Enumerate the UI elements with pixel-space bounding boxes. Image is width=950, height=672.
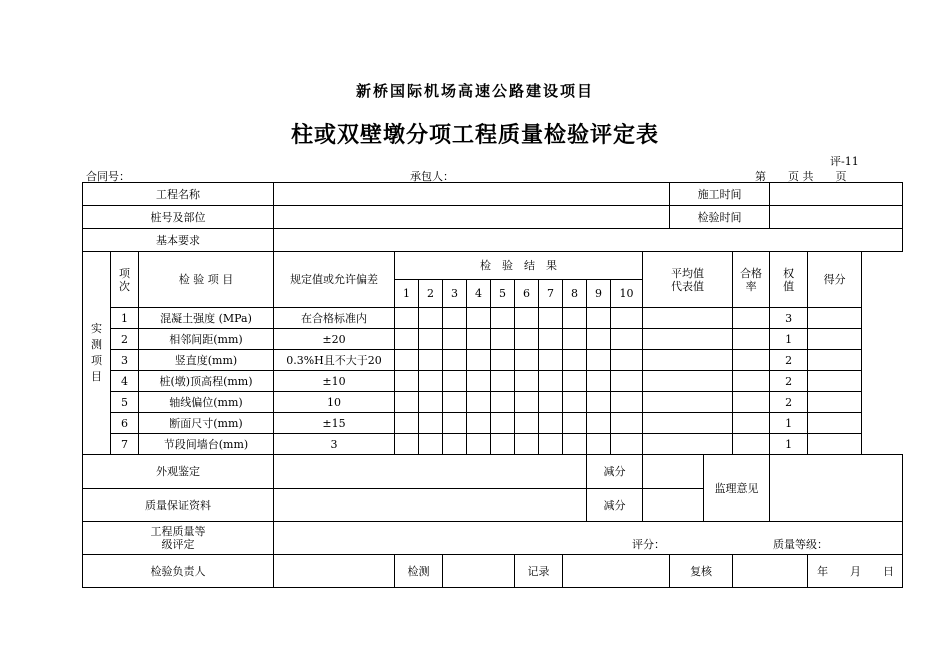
table-row xyxy=(83,308,903,329)
value-inspection-time[interactable] xyxy=(770,206,903,229)
row-weight: 2 xyxy=(770,371,808,392)
label-quality-grade-eval: 工程质量等级评定 xyxy=(83,522,274,555)
header-inspection-item: 检 验 项 目 xyxy=(139,252,274,308)
form-title: 柱或双壁墩分项工程质量检验评定表 xyxy=(290,123,659,148)
value-deduct-2[interactable] xyxy=(643,489,704,522)
value-record[interactable] xyxy=(563,555,670,588)
contractor-label: 承包人： xyxy=(410,170,454,183)
result-col-number: 8 xyxy=(563,280,587,308)
label-appearance: 外观鉴定 xyxy=(83,455,274,489)
label-project-name: 工程名称 xyxy=(83,183,274,206)
header-score: 得分 xyxy=(808,252,862,308)
label-basic-requirements: 基本要求 xyxy=(83,229,274,252)
table-row xyxy=(83,371,903,392)
value-deduct-1[interactable] xyxy=(643,455,704,489)
label-test: 检测 xyxy=(395,555,443,588)
row-no: 5 xyxy=(111,392,139,413)
row-item: 节段间墙台(mm) xyxy=(139,434,274,455)
label-deduct-2: 减分 xyxy=(587,489,643,522)
form-code: 评-11 xyxy=(830,155,859,168)
label-measured-items: 实测项目 xyxy=(83,252,111,455)
label-inspection-time: 检验时间 xyxy=(670,206,770,229)
label-construction-time: 施工时间 xyxy=(670,183,770,206)
row-spec: 在合格标准内 xyxy=(274,308,395,329)
row-spec: ±15 xyxy=(274,413,395,434)
row-no: 3 xyxy=(111,350,139,371)
inspection-table xyxy=(82,182,903,588)
row-weight: 1 xyxy=(770,329,808,350)
row-item: 断面尺寸(mm) xyxy=(139,413,274,434)
result-col-number: 10 xyxy=(611,280,643,308)
row-weight: 1 xyxy=(770,434,808,455)
result-col-number: 1 xyxy=(395,280,419,308)
quality-grade-label: 质量等级： xyxy=(773,538,828,551)
value-test[interactable] xyxy=(443,555,515,588)
header-weight: 权值 xyxy=(770,252,808,308)
table-row xyxy=(83,434,903,455)
value-review[interactable] xyxy=(733,555,808,588)
result-col-number: 6 xyxy=(515,280,539,308)
value-appearance[interactable] xyxy=(274,455,587,489)
label-quality-docs: 质量保证资料 xyxy=(83,489,274,522)
label-inspector: 检验负责人 xyxy=(83,555,274,588)
result-col-number: 3 xyxy=(443,280,467,308)
result-col-number: 5 xyxy=(491,280,515,308)
row-no: 1 xyxy=(111,308,139,329)
value-basic-requirements[interactable] xyxy=(274,229,903,252)
row-no: 7 xyxy=(111,434,139,455)
rating-label: 评分： xyxy=(632,538,665,551)
value-pile-location[interactable] xyxy=(274,206,670,229)
row-item: 竖直度(mm) xyxy=(139,350,274,371)
date-field[interactable]: 年 月 日 xyxy=(808,555,903,588)
value-supervisor-opinion[interactable] xyxy=(770,455,903,522)
result-col-number: 4 xyxy=(467,280,491,308)
row-spec: 10 xyxy=(274,392,395,413)
value-inspector[interactable] xyxy=(274,555,395,588)
row-weight: 2 xyxy=(770,392,808,413)
label-record: 记录 xyxy=(515,555,563,588)
value-project-name[interactable] xyxy=(274,183,670,206)
row-spec: 3 xyxy=(274,434,395,455)
contract-label: 合同号： xyxy=(86,170,130,183)
label-supervisor-opinion: 监理意见 xyxy=(704,455,770,522)
result-col-number: 2 xyxy=(419,280,443,308)
project-name: 新桥国际机场高速公路建设项目 xyxy=(355,82,594,100)
header-results: 检 验 结 果 xyxy=(395,252,643,280)
label-deduct-1: 减分 xyxy=(587,455,643,489)
header-item-no: 项次 xyxy=(111,252,139,308)
table-row xyxy=(83,413,903,434)
row-no: 6 xyxy=(111,413,139,434)
table-row xyxy=(83,329,903,350)
result-col-number: 9 xyxy=(587,280,611,308)
row-item: 轴线偏位(mm) xyxy=(139,392,274,413)
row-weight: 2 xyxy=(770,350,808,371)
table-row xyxy=(83,392,903,413)
header-spec: 规定值或允许偏差 xyxy=(274,252,395,308)
table-row xyxy=(83,350,903,371)
value-quality-docs[interactable] xyxy=(274,489,587,522)
header-pass-rate: 合格率 xyxy=(733,252,770,308)
value-quality-grade-eval[interactable] xyxy=(274,522,903,555)
row-spec: 0.3%H且不大于20 xyxy=(274,350,395,371)
row-item: 混凝土强度 (MPa) xyxy=(139,308,274,329)
row-weight: 3 xyxy=(770,308,808,329)
label-review: 复核 xyxy=(670,555,733,588)
result-col-number: 7 xyxy=(539,280,563,308)
value-construction-time[interactable] xyxy=(770,183,903,206)
row-item: 相邻间距(mm) xyxy=(139,329,274,350)
label-pile-location: 桩号及部位 xyxy=(83,206,274,229)
row-spec: ±10 xyxy=(274,371,395,392)
row-spec: ±20 xyxy=(274,329,395,350)
header-avg: 平均值代表值 xyxy=(643,252,733,308)
row-no: 4 xyxy=(111,371,139,392)
page-label: 第 页 共 页 xyxy=(755,170,847,183)
row-weight: 1 xyxy=(770,413,808,434)
row-item: 桩(墩)顶高程(mm) xyxy=(139,371,274,392)
row-no: 2 xyxy=(111,329,139,350)
